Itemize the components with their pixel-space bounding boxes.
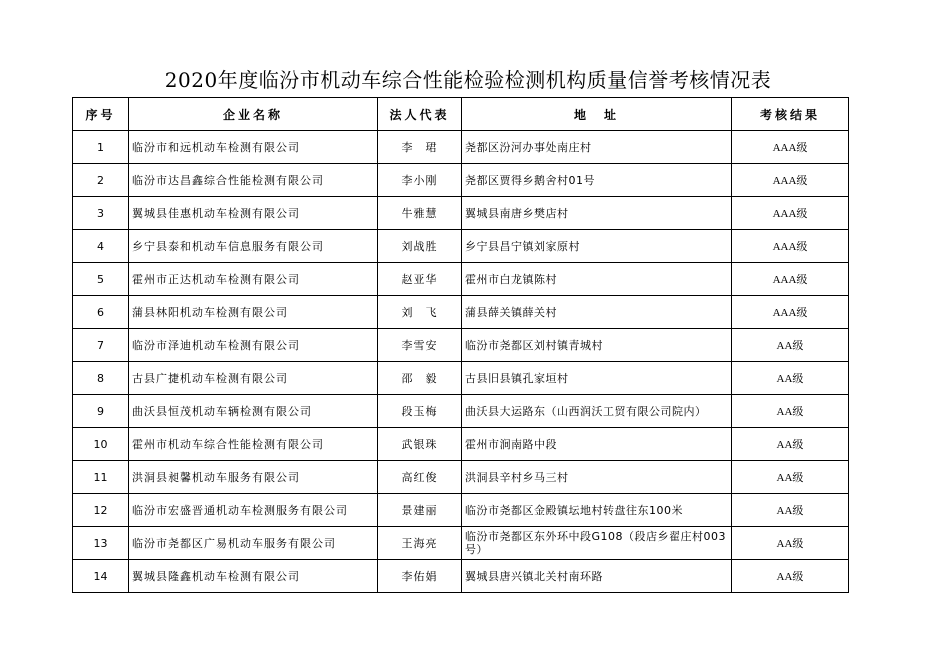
page-title: 2020年度临汾市机动车综合性能检验检测机构质量信誉考核情况表 <box>164 68 772 92</box>
header-company-name: 企业名称 <box>129 98 378 131</box>
header-serial: 序号 <box>73 98 129 131</box>
row-serial: 12 <box>73 494 129 527</box>
row-company-name: 临汾市泽迪机动车检测有限公司 <box>129 329 378 362</box>
row-address: 临汾市尧都区金殿镇坛地村转盘往东100米 <box>462 494 732 527</box>
table-row <box>73 164 849 197</box>
row-serial: 3 <box>73 197 129 230</box>
row-address: 霍州市涧南路中段 <box>462 428 732 461</box>
inspection-table <box>72 97 849 593</box>
row-address: 洪洞县辛村乡马三村 <box>462 461 732 494</box>
table-row <box>73 461 849 494</box>
row-company-name: 霍州市机动车综合性能检测有限公司 <box>129 428 378 461</box>
row-legal-rep: 邵 毅 <box>378 362 462 395</box>
table-row <box>73 329 849 362</box>
row-legal-rep: 赵亚华 <box>378 263 462 296</box>
row-result: AA级 <box>732 461 849 494</box>
row-serial: 5 <box>73 263 129 296</box>
row-company-name: 古县广捷机动车检测有限公司 <box>129 362 378 395</box>
row-legal-rep: 李佑娟 <box>378 560 462 593</box>
row-result: AAA级 <box>732 164 849 197</box>
row-result: AAA级 <box>732 296 849 329</box>
row-address: 尧都区汾河办事处南庄村 <box>462 131 732 164</box>
table-row <box>73 494 849 527</box>
row-address: 翼城县南唐乡樊店村 <box>462 197 732 230</box>
row-result: AA级 <box>732 395 849 428</box>
row-serial: 1 <box>73 131 129 164</box>
row-address: 尧都区贾得乡鹅舍村01号 <box>462 164 732 197</box>
row-legal-rep: 李小刚 <box>378 164 462 197</box>
row-serial: 2 <box>73 164 129 197</box>
row-result: AA级 <box>732 428 849 461</box>
row-address: 曲沃县大运路东（山西润沃工贸有限公司院内） <box>462 395 732 428</box>
row-address: 霍州市白龙镇陈村 <box>462 263 732 296</box>
row-company-name: 临汾市达昌鑫综合性能检测有限公司 <box>129 164 378 197</box>
row-legal-rep: 高红俊 <box>378 461 462 494</box>
row-address: 蒲县薛关镇薛关村 <box>462 296 732 329</box>
row-serial: 13 <box>73 527 129 560</box>
row-address: 翼城县唐兴镇北关村南环路 <box>462 560 732 593</box>
row-legal-rep: 刘战胜 <box>378 230 462 263</box>
table-row <box>73 131 849 164</box>
table-row <box>73 527 849 560</box>
row-company-name: 洪洞县昶馨机动车服务有限公司 <box>129 461 378 494</box>
table-header-row <box>73 98 849 131</box>
row-legal-rep: 王海亮 <box>378 527 462 560</box>
row-address: 乡宁县昌宁镇刘家原村 <box>462 230 732 263</box>
table-row <box>73 296 849 329</box>
row-serial: 4 <box>73 230 129 263</box>
row-company-name: 翼城县隆鑫机动车检测有限公司 <box>129 560 378 593</box>
row-legal-rep: 段玉梅 <box>378 395 462 428</box>
row-company-name: 曲沃县恒茂机动车辆检测有限公司 <box>129 395 378 428</box>
table-row <box>73 362 849 395</box>
row-result: AAA级 <box>732 230 849 263</box>
table-row <box>73 230 849 263</box>
row-company-name: 乡宁县泰和机动车信息服务有限公司 <box>129 230 378 263</box>
row-company-name: 临汾市宏盛晋通机动车检测服务有限公司 <box>129 494 378 527</box>
row-serial: 10 <box>73 428 129 461</box>
row-legal-rep: 牛雅慧 <box>378 197 462 230</box>
row-result: AA级 <box>732 560 849 593</box>
row-company-name: 蒲县林阳机动车检测有限公司 <box>129 296 378 329</box>
header-address: 地 址 <box>462 98 732 131</box>
row-result: AA级 <box>732 494 849 527</box>
row-serial: 14 <box>73 560 129 593</box>
table-row <box>73 263 849 296</box>
row-address: 古县旧县镇孔家垣村 <box>462 362 732 395</box>
table-row <box>73 428 849 461</box>
row-result: AAA级 <box>732 263 849 296</box>
row-company-name: 临汾市和远机动车检测有限公司 <box>129 131 378 164</box>
row-serial: 7 <box>73 329 129 362</box>
row-legal-rep: 李雪安 <box>378 329 462 362</box>
header-legal-rep: 法人代表 <box>378 98 462 131</box>
table-row <box>73 560 849 593</box>
row-result: AA级 <box>732 527 849 560</box>
row-result: AA级 <box>732 329 849 362</box>
row-company-name: 霍州市正达机动车检测有限公司 <box>129 263 378 296</box>
header-result: 考核结果 <box>732 98 849 131</box>
row-result: AA级 <box>732 362 849 395</box>
row-legal-rep: 武银珠 <box>378 428 462 461</box>
row-serial: 8 <box>73 362 129 395</box>
table-row <box>73 197 849 230</box>
row-serial: 9 <box>73 395 129 428</box>
row-result: AAA级 <box>732 197 849 230</box>
row-company-name: 临汾市尧都区广易机动车服务有限公司 <box>129 527 378 560</box>
row-address: 临汾市尧都区东外环中段G108（段店乡翟庄村003号） <box>462 527 732 560</box>
table-row <box>73 395 849 428</box>
row-legal-rep: 李 珺 <box>378 131 462 164</box>
row-legal-rep: 刘 飞 <box>378 296 462 329</box>
row-company-name: 翼城县佳惠机动车检测有限公司 <box>129 197 378 230</box>
row-serial: 6 <box>73 296 129 329</box>
row-serial: 11 <box>73 461 129 494</box>
row-result: AAA级 <box>732 131 849 164</box>
row-legal-rep: 景建丽 <box>378 494 462 527</box>
row-address: 临汾市尧都区刘村镇青城村 <box>462 329 732 362</box>
